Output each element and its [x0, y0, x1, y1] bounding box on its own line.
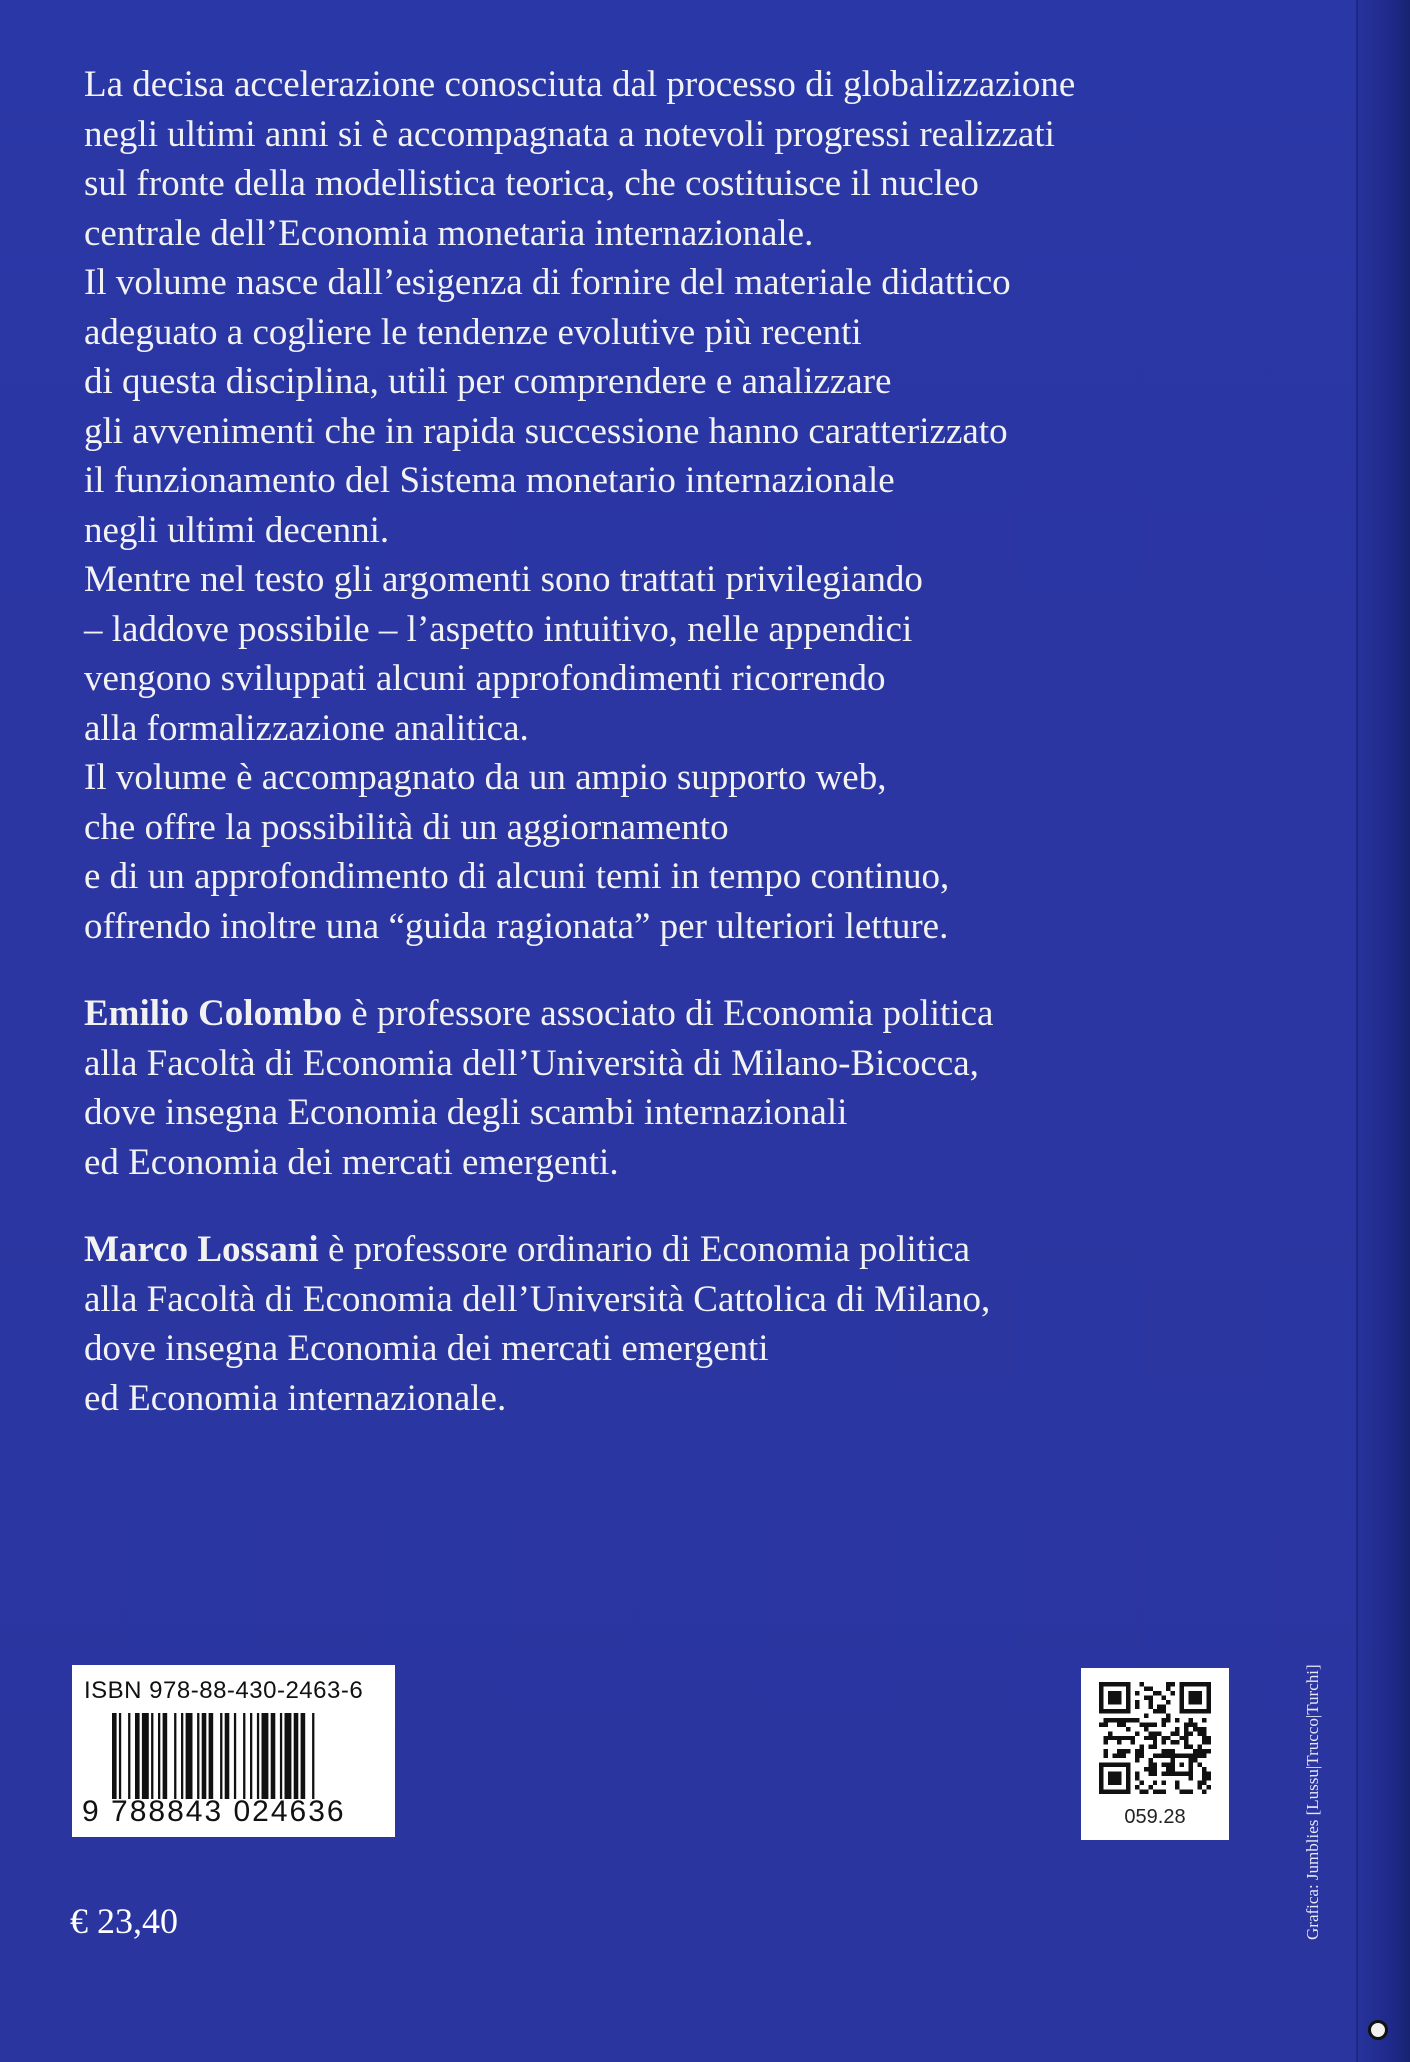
isbn-digits: 9 788843 024636	[82, 1795, 346, 1828]
description-line: negli ultimi decenni.	[84, 509, 390, 551]
author-name: Emilio Colombo	[84, 993, 342, 1034]
bio-line: alla Facoltà di Economia dell’Università Cattolica di Milano,	[84, 1278, 991, 1320]
description-line: – laddove possibile – l’aspetto intuitivo, nelle appendici	[84, 608, 913, 650]
description-line: sul fronte della modellistica teorica, che costituisce il nucleo	[84, 163, 979, 204]
description-line: che offre la possibilità di un aggiornamento	[84, 806, 729, 848]
author-bio-lossani	[84, 1225, 1204, 1423]
isbn-label: ISBN 978-88-430-2463-6	[84, 1677, 364, 1704]
bio-line: alla Facoltà di Economia dell’Università di Milano-Bicocca,	[84, 1042, 979, 1084]
bio-first-line	[84, 989, 1204, 1039]
bio-line: dove insegna Economia dei mercati emergenti	[84, 1328, 769, 1369]
bio-line: ed Economia internazionale.	[84, 1377, 507, 1419]
description-line: La decisa accelerazione conosciuta dal processo di globalizzazione	[84, 64, 1076, 105]
description-line: Mentre nel testo gli argomenti sono trattati privilegiando	[84, 559, 923, 600]
isbn-barcode-box	[72, 1665, 395, 1837]
qr-code-label: 059.28	[1124, 1806, 1186, 1828]
spine-edge	[1356, 0, 1410, 2062]
description-line: vengono sviluppati alcuni approfondimenti ricorrendo	[84, 658, 886, 699]
description-line: di questa disciplina, utili per comprendere e analizzare	[84, 361, 892, 402]
description	[84, 60, 1204, 1423]
author-bio-colombo	[84, 989, 1204, 1187]
bio-first-line	[84, 1225, 1204, 1275]
description-line: e di un approfondimento di alcuni temi in tempo continuo,	[84, 856, 950, 897]
description-line: alla formalizzazione analitica.	[84, 707, 529, 749]
description-line: Il volume è accompagnato da un ampio supporto web,	[84, 757, 887, 798]
qr-code-icon	[1099, 1682, 1211, 1794]
qr-code-box	[1081, 1668, 1229, 1840]
description-line: gli avvenimenti che in rapida successione hanno caratterizzato	[84, 410, 1008, 452]
corner-circle-mark	[1368, 2020, 1388, 2040]
author-name: Marco Lossani	[84, 1229, 319, 1270]
bio-text: è professore ordinario di Economia politica	[318, 1229, 971, 1270]
description-line: Il volume nasce dall’esigenza di fornire del materiale didattico	[84, 262, 1011, 303]
bio-line: ed Economia dei mercati emergenti.	[84, 1141, 619, 1183]
price: € 23,40	[70, 1901, 178, 1941]
design-credit: Grafica: Jumblies [Lussu|Trucco|Turchi]	[1303, 1664, 1322, 1940]
description-line: adeguato a cogliere le tendenze evolutive più recenti	[84, 311, 862, 353]
barcode-icon	[112, 1713, 382, 1799]
description-line: centrale dell’Economia monetaria internazionale.	[84, 212, 814, 254]
description-line: offrendo inoltre una “guida ragionata” per ulteriori letture.	[84, 905, 949, 947]
description-line: il funzionamento del Sistema monetario internazionale	[84, 460, 895, 501]
description-paragraph	[84, 60, 1204, 951]
bio-text: è professore associato di Economia politica	[342, 993, 994, 1034]
bio-line: dove insegna Economia degli scambi internazionali	[84, 1092, 848, 1133]
description-line: negli ultimi anni si è accompagnata a notevoli progressi realizzati	[84, 113, 1055, 155]
